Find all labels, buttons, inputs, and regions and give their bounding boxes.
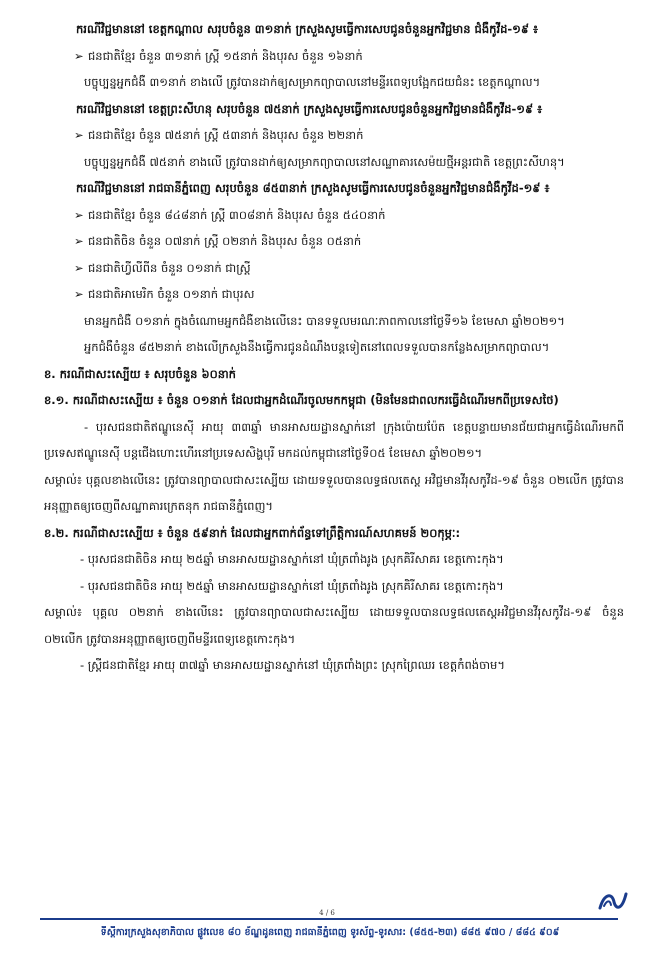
bullet-item xyxy=(44,228,624,255)
paragraph: អ្នកជំងឺចំនួន ៨៥២នាក់ ខាងលើក្រសួងនឹងធ្វើការជូនដំណឹងបន្តទៀតនៅពេលទទួលបានកន្លែងសម្រាកព្យាបាល។ xyxy=(84,340,550,354)
section-heading: ខ.១. ករណីជាសះស្បើយ ៖ ចំនួន ០១នាក់ ដែលជាអ្នកដំណើរចូលមកកម្ពុជា (មិនមែនជាពលករធ្វើដំណើរមកពីប្រទេសថៃ) xyxy=(44,393,559,407)
bullet-item xyxy=(44,281,624,308)
arrow-bullet-icon: ➢ xyxy=(74,128,84,142)
bullet-text: ជនជាតិចិន ចំនួន ០៧នាក់ ស្ត្រី ០២នាក់ និងបុរស ចំនួន ០៥នាក់ xyxy=(88,234,362,248)
arrow-bullet-icon: ➢ xyxy=(74,207,84,222)
bullet-text: ជនជាតិអាមេរិក ចំនួន ០១នាក់ ជាបុរស xyxy=(88,287,255,301)
arrow-bullet-icon: ➢ xyxy=(74,260,84,275)
section-heading: ករណីវិជ្ជមាននៅ ខេត្តកណ្ដាល សរុបចំនួន ៣១នាក់ ក្រសួងសូមធ្វើការសេបជូនចំនួនអ្នកវិជ្ជមាន ជំងឺកូវីដ-១៩ ៖ xyxy=(76,22,539,36)
section-heading: ខ. ករណីជាសះស្បើយ ៖ សរុបចំនួន ៦០នាក់ xyxy=(44,366,236,381)
arrow-bullet-icon: ➢ xyxy=(74,234,84,248)
paragraph: - បុរសជនជាតិឥណ្ឌូនេស៊ី អាយុ ៣៣ឆ្នាំ មានអាសយដ្ឋានស្នាក់នៅ ក្រុងប៉ោយប៉ែត ខេត្តបន្ទាយមានជ័យជាអ្នកធ្វើដំណើរមកពីប្រទេសឥណ្ឌូនេស៊ី បន្តជើងហោះហើរនៅប្រទេសសិង្ហបុរី មកដល់កម្ពុជានៅថ្ងៃទី០៥ ខែមេសា ឆ្នាំ២០២១។ xyxy=(44,419,624,460)
paragraph: បច្ចុប្បន្នអ្នកជំងឺ ៧៥នាក់ ខាងលើ ត្រូវបានដាក់ឲ្យសម្រាកព្យាបាលនៅសណ្ឋាគារសេម៉យថ្មីអន្តរជាតិ ខេត្តព្រះសីហនុ។ xyxy=(84,154,565,169)
paragraph: សម្គាល់៖ បុគ្គល ០២នាក់ ខាងលើនេះ ត្រូវបានព្យាបាលជាសះស្បើយ ដោយទទួលបានលទ្ធផលតេស្តអវិជ្ជមានវីរុសកូវីដ-១៩ ចំនួន ០២លើក ត្រូវបានអនុញ្ញាតឲ្យចេញពីមន្ទីរពេទ្យខេត្តកោះកុង។ xyxy=(44,605,624,646)
bullet-text: ជនជាតិខ្មែរ ចំនួន ៨៤៨នាក់ ស្ត្រី ៣០៨នាក់ និងបុរស ចំនួន ៥៤០នាក់ xyxy=(88,207,386,222)
document-body xyxy=(44,16,624,679)
bullet-text: ជនជាតិហ្វីលីពីន ចំនួន ០១នាក់ ជាស្ត្រី xyxy=(88,260,251,275)
footer-divider xyxy=(40,918,618,920)
bullet-item xyxy=(44,122,624,149)
bullet-text: ជនជាតិខ្មែរ ចំនួន ៧៥នាក់ ស្ត្រី ៥៣នាក់ និងបុរស ចំនួន ២២នាក់ xyxy=(88,128,364,142)
paragraph: មានអ្នកជំងឺ ០១នាក់ ក្នុងចំណោមអ្នកជំងឺខាងលើនេះ បានទទួលមរណៈភាពកាលនៅថ្ងៃទី១៦ ខែមេសា ឆ្នាំ២០២១។ xyxy=(84,313,565,328)
section-heading: ខ.២. ករណីជាសះស្បើយ ៖ ចំនួន ៥៩នាក់ ដែលជាអ្នកពាក់ព័ន្ធទៅព្រឹត្តិការណ៍សហគមន៍ ២០កុម្ភៈ: xyxy=(44,525,461,540)
section-heading: ករណីវិជ្ជមាននៅ ខេត្តព្រះសីហនុ សរុបចំនួន ៧៥នាក់ ក្រសួងសូមធ្វើការសេបជូនចំនួនអ្នកវិជ្ជមានជំងឺកូវីដ-១៩ ៖ xyxy=(76,101,543,116)
paragraph: បច្ចុប្បន្នអ្នកជំងឺ ៣១នាក់ ខាងលើ ត្រូវបានដាក់ឲ្យសម្រាកព្យាបាលនៅមន្ទីរពេទ្យបង្អែកជយជំនះ ខេត្តកណ្តាល។ xyxy=(84,75,541,89)
arrow-bullet-icon: ➢ xyxy=(74,287,84,301)
bullet-item xyxy=(44,255,624,282)
paragraph: សម្គាល់៖ បុគ្គលខាងលើនេះ ត្រូវបានព្យាបាលជាសះស្បើយ ដោយទទួលបានលទ្ធផលតេស្ត អវិជ្ជមានវីរុសកូវីដ-១៩ ចំនួន ០២លើក ត្រូវបានអនុញ្ញាតឲ្យចេញពីសណ្ឋាគារក្រេតនុក រាជធានីភ្នំពេញ។ xyxy=(44,472,624,513)
bullet-item xyxy=(44,202,624,229)
arrow-bullet-icon: ➢ xyxy=(74,48,84,63)
footer-address: ទីស្តីការក្រសួងសុខាភិបាល ផ្លូវលេខ ៨០ ខ័ណ្ឌដូនពេញ រាជធានីភ្នំពេញ ទូរស័ព្ទ-ទូរសារ: (៨៥៥-២៣) ៨៨៥ ៩៧០ / ៨៨៤ ៩០៩ xyxy=(100,927,560,938)
page-number: 4 / 6 xyxy=(319,909,335,917)
paragraph: - ស្ត្រីជនជាតិខ្មែរ អាយុ ៣៧ឆ្នាំ មានអាសយដ្ឋានស្នាក់នៅ ឃុំត្រពាំងព្រះ ស្រុកព្រៃឈរ ខេត្តកំពង់ចាម។ xyxy=(80,658,505,672)
bullet-item xyxy=(44,43,624,70)
bullet-text: ជនជាតិខ្មែរ ចំនួន ៣១នាក់ ស្ត្រី ១៥នាក់ និងបុរស ចំនួន ១៦នាក់ xyxy=(88,48,363,63)
paragraph: - បុរសជនជាតិចិន អាយុ ២៥ឆ្នាំ មានអាសយដ្ឋានស្នាក់នៅ ឃុំត្រពាំងរូង ស្រុកគិរីសាគរ ខេត្តកោះកុង។ xyxy=(80,578,504,593)
paragraph: - បុរសជនជាតិចិន អាយុ ២៥ឆ្នាំ មានអាសយដ្ឋានស្នាក់នៅ ឃុំត្រពាំងរូង ស្រុកគិរីសាគរ ខេត្តកោះកុង។ xyxy=(80,552,504,566)
section-heading: ករណីវិជ្ជមាននៅ រាជធានីភ្នំពេញ សរុបចំនួន ៨៥៣នាក់ ក្រសួងសូមធ្វើការសេបជូនចំនួនអ្នកវិជ្ជមានជំងឺកូវីដ-១៩ ៖ xyxy=(76,181,550,195)
